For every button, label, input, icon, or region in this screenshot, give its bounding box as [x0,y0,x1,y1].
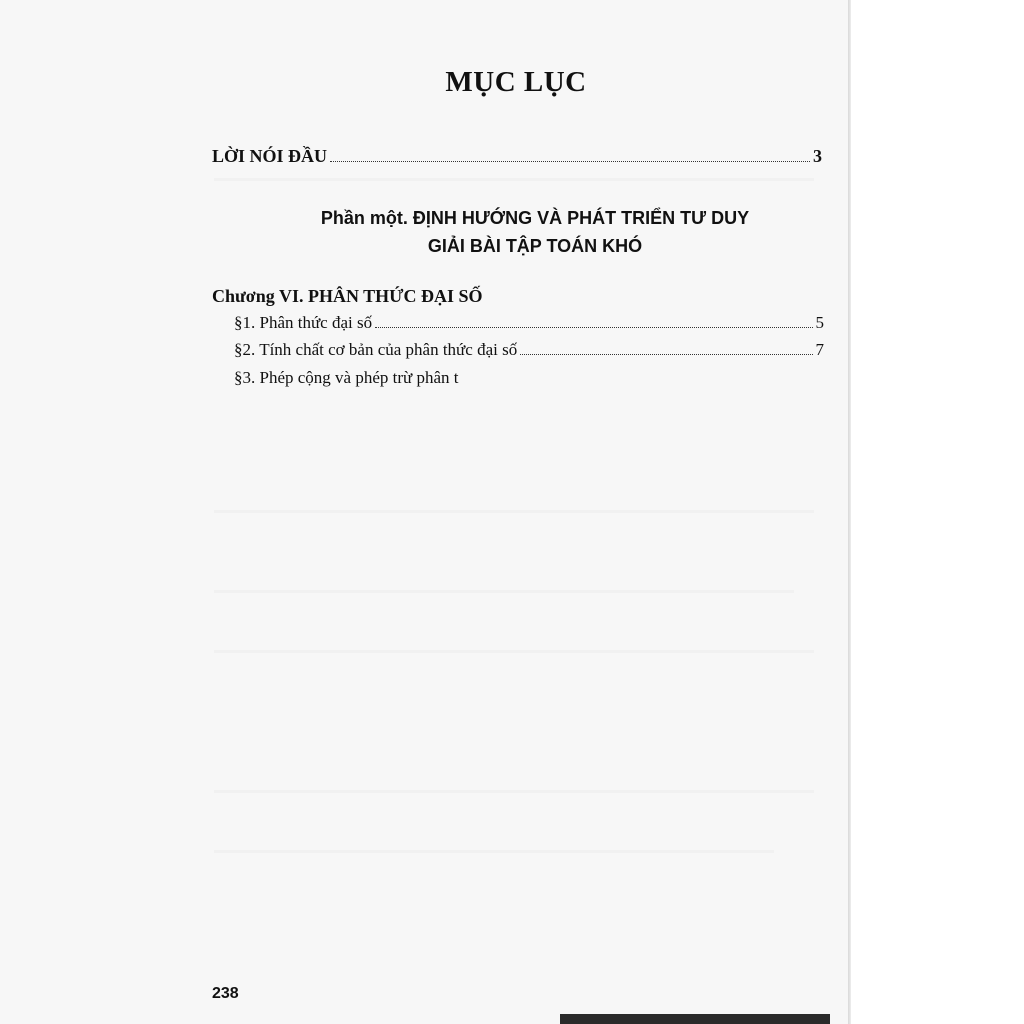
toc-entry-label: §1. Phân thức đại số [234,313,373,332]
toc-entry-page: 5 [815,313,824,332]
toc-entry-section-1[interactable] [234,313,824,333]
part-heading-line-2: GIẢI BÀI TẬP TOÁN KHÓ [427,236,643,256]
page-shadow [560,1014,830,1024]
show-through-line [214,510,814,513]
toc-entry-page: 7 [815,340,824,359]
chapter-heading: Chương VI. PHÂN THỨC ĐẠI SỐ [212,286,483,306]
toc-entry-page: 3 [813,146,822,166]
show-through-line [214,650,814,653]
show-through-line [214,850,774,853]
show-through-line [214,790,814,793]
leader-dots [520,354,812,355]
part-heading-line-1: Phần một. ĐỊNH HƯỚNG VÀ PHÁT TRIỂN TƯ DUY [320,208,750,228]
leader-dots [330,161,810,162]
toc-entry-label: §3. Phép cộng và phép trừ phân t [234,368,459,387]
toc-entry-section-2[interactable] [234,340,824,360]
toc-entry-section-3[interactable] [234,368,459,388]
toc-entry-label: §2. Tính chất cơ bản của phân thức đại số [234,340,518,359]
show-through-line [214,178,814,181]
page-title: MỤC LỤC [445,66,587,98]
page-edge [848,0,851,1024]
show-through-line [214,590,794,593]
toc-entry-label: LỜI NÓI ĐẦU [212,146,328,166]
page-number: 238 [212,985,239,1002]
leader-dots [375,327,812,328]
toc-entry-preface[interactable] [212,146,822,167]
